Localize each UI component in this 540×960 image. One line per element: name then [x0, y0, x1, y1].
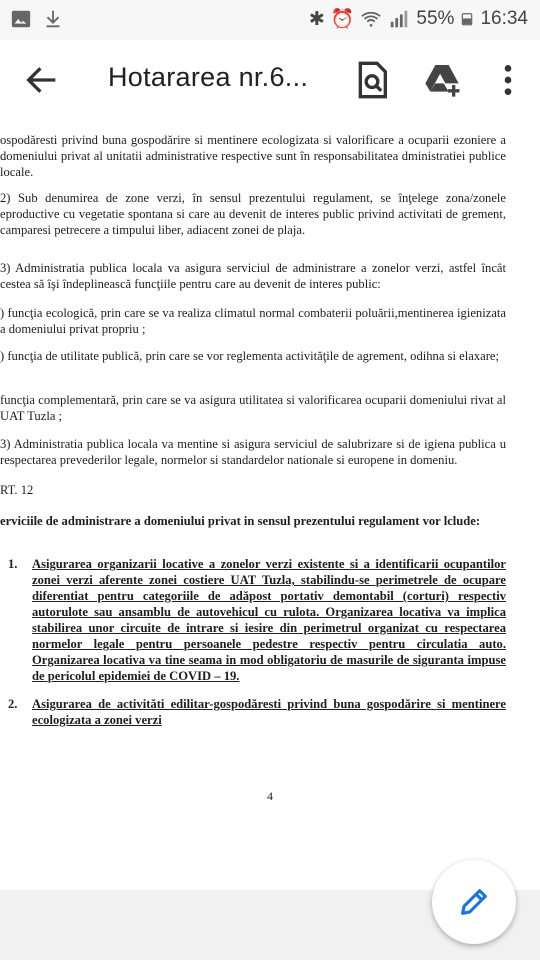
add-to-drive-icon — [422, 60, 462, 100]
paragraph: ) funcţia de utilitate publică, prin care se vor reglementa activităţile de agrement, odihna si elaxare; — [0, 349, 499, 363]
paragraph: 3) Administratia publica locala va asigura serviciul de administrare a zonelor verzi, astfel încât cestea să îşi îndeplinească funcţiile pentru care au devenit de interes public: — [0, 261, 506, 291]
list-item — [8, 556, 506, 684]
find-in-document-icon — [352, 60, 392, 100]
find-in-document-button[interactable] — [352, 60, 392, 100]
battery-icon — [460, 8, 474, 30]
paragraph: 2) Sub denumirea de zone verzi, în sensul prezentului regulament, se înţelege zona/zonele eproductive cu vegetatie spontana si care au devenit de interes public privind activitati de grement, camparesi petrecere a timpului liber, adiacent zonei de plaja. — [0, 191, 506, 237]
list-text: Asigurarea organizarii locative a zonelor verzi existente si a identificarii ocupantilor zonei verzi aferente zonei costiere UAT Tuzla, stabilindu-se perimetrele de ocupare diferentiat pentru categoriile de adăpost portativ demontabil (corturi) respectiv autorulote sau ansamblu de autovehicul cu rulota. Organizarea locativa va implica stabilirea unor circuite de intrare si iesire din perimetrul organizat cu respectarea normelor legale pentru persoanele pedestre respectiv pentru circulatia auto. Organizarea locativa va tine seama in mod obligatoriu de masurile de siguranta impuse de pericolul epidemiei de COVID – 19. — [32, 557, 506, 683]
bluetooth-icon: ✱ — [308, 8, 325, 30]
status-bar — [0, 0, 540, 40]
paragraph: 3) Administratia publica locala va mentine si asigura serviciul de salubrizare si de igiena publica u respectarea prevederilor legale, normelor si standardelor nationale si europene in domeniu. — [0, 437, 506, 467]
list-text: Asigurarea de activităti edilitar-gospodăresti privind buna gospodărire si mentinere ecologizata a zonei verzi — [32, 697, 506, 727]
alarm-icon: ⏰ — [330, 9, 355, 30]
edit-pencil-icon — [457, 885, 491, 919]
numbered-list — [8, 556, 506, 728]
back-arrow-icon — [22, 60, 62, 100]
back-button[interactable] — [22, 60, 62, 100]
document-title: Hotararea nr.6... — [108, 62, 309, 92]
download-icon — [42, 8, 64, 30]
page-number: 4 — [267, 789, 273, 803]
app-bar — [0, 40, 540, 120]
article-heading: RT. 12 — [0, 483, 34, 497]
paragraph: ) funcţia ecologică, prin care se va realiza climatul normal combaterii poluării,mentinerea igienizata a domeniului privat propriu ; — [0, 306, 506, 336]
signal-icon — [388, 8, 410, 30]
edit-fab-button[interactable] — [432, 860, 516, 944]
paragraph: ospodăresti privind buna gospodărire si mentinere ecologizata si valorificare a ocuparii ezoniere a domeniului privat al unitatii administrative respective sunt în responsabilitatea dministratiei publice locale. — [0, 133, 506, 179]
add-to-drive-button[interactable] — [422, 60, 462, 100]
clock: 16:34 — [480, 8, 528, 29]
document-page[interactable] — [0, 120, 540, 890]
list-number: 1. — [8, 557, 18, 571]
paragraph: funcţia complementară, prin care se va asigura utilitatea si valorificarea ocuparii domeniului rivat al UAT Tuzla ; — [0, 393, 506, 423]
paragraph: erviciile de administrare a domeniului privat in sensul prezentului regulament vor lclude: — [0, 514, 481, 528]
list-number: 2. — [8, 697, 18, 711]
more-options-button[interactable] — [488, 60, 528, 100]
more-vert-icon — [488, 60, 528, 100]
battery-percent: 55% — [416, 8, 455, 29]
wifi-icon — [360, 8, 382, 30]
image-icon — [10, 8, 32, 30]
list-item — [8, 696, 506, 728]
